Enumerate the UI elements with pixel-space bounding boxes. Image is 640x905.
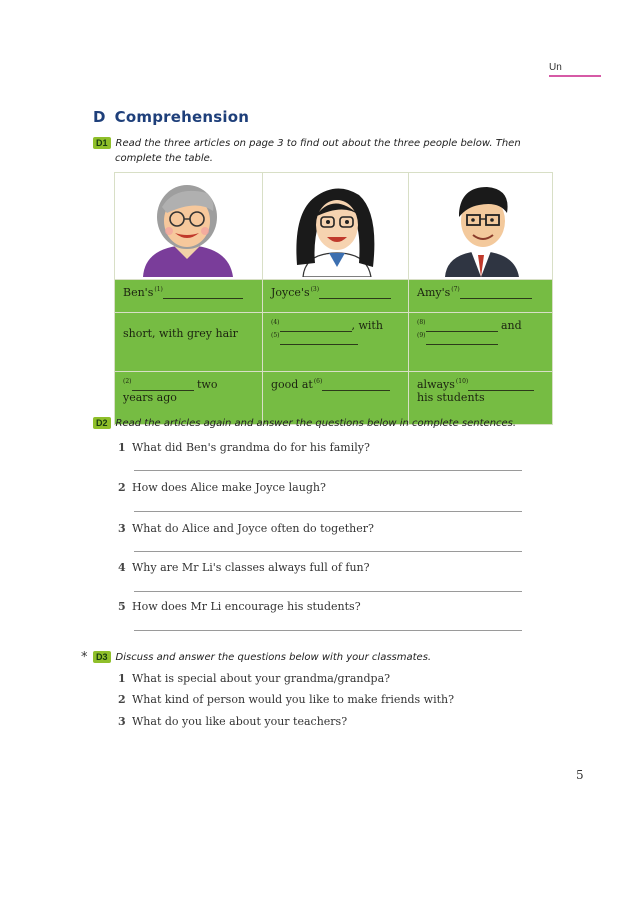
section-title [93,108,249,126]
unit-tab-bar [549,75,601,77]
question-number: 2 [118,693,126,706]
comprehension-table [114,172,553,425]
and-label: and [501,319,522,332]
question-text: What do Alice and Joyce often do together? [132,522,374,535]
good-at-label: good at [271,378,313,391]
years-ago-label: years ago [123,391,177,404]
joyce-illustration [263,173,409,280]
question-text: What is special about your grandma/grandpa? [132,672,391,685]
blank-number: (6) [313,378,323,386]
page-number: 5 [576,768,584,782]
d2-question-5 [118,600,361,613]
question-text: What kind of person would you like to make friends with? [132,693,454,706]
d2-question-3 [118,522,374,535]
fill-blank-8[interactable] [426,331,498,332]
fill-blank-6[interactable] [322,390,390,391]
blank-number: (5) [271,332,280,339]
joyce-friend-cell [263,280,409,313]
fill-blank-9[interactable] [426,344,498,345]
appearance-joyce-cell [263,313,409,372]
question-number: 3 [118,522,126,535]
question-number: 1 [118,672,126,685]
d3-question-3 [118,715,347,728]
d3-question-2 [118,693,454,706]
unit-tab-label: Un [549,62,562,73]
fill-blank-3[interactable] [319,298,391,299]
amy-teacher-cell [409,280,553,313]
question-number: 1 [118,441,126,454]
d3-instruction-text: Discuss and answer the questions below with your classmates. [115,652,432,663]
appearance-ben-cell [115,313,263,372]
d2-badge: D2 [93,417,111,429]
unit-tab [549,62,601,77]
his-students-label: his students [417,391,485,404]
fill-blank-4[interactable] [280,331,352,332]
question-number: 5 [118,600,126,613]
blank-number: (4) [271,319,280,326]
question-text: How does Mr Li encourage his students? [132,600,361,613]
question-text: What do you like about your teachers? [132,715,348,728]
question-number: 2 [118,481,126,494]
answer-line-5[interactable] [134,630,522,631]
d2-question-2 [118,481,326,494]
grandma-appearance: short, with grey hair [123,327,238,340]
d1-instruction-line1: Read the three articles on page 3 to find out about the three people below. Then [115,138,521,149]
appearance-amy-cell [409,313,553,372]
mr-li-illustration [409,173,553,280]
answer-line-1[interactable] [134,470,522,471]
amy-label: Amy's [417,286,451,299]
fill-blank-7[interactable] [460,298,532,299]
question-text: What did Ben's grandma do for his family? [132,441,370,454]
d3-question-1 [118,672,390,685]
blank-number: (1) [154,286,163,294]
question-number: 3 [118,715,126,728]
answer-line-2[interactable] [134,511,522,512]
answer-line-3[interactable] [134,551,522,552]
d2-question-1 [118,441,370,454]
d1-instruction-line2: complete the table. [115,153,213,164]
fill-blank-5[interactable] [280,344,358,345]
section-letter: D [93,108,106,126]
always-label: always [417,378,455,391]
ben-grandma-cell [115,280,263,313]
blank-number: (8) [417,319,426,326]
blank-number: (10) [455,378,469,386]
question-number: 4 [118,561,126,574]
d1-badge: D1 [93,137,111,149]
d3-instruction [93,650,431,665]
optional-star-icon: * [81,650,88,665]
d2-question-4 [118,561,370,574]
section-title-text: Comprehension [114,108,250,126]
blank-number: (9) [417,332,426,339]
blank-number: (2) [123,378,132,385]
blank-number: (3) [310,286,320,294]
blank-number: (7) [451,286,460,294]
ben-label: Ben's [123,286,154,299]
question-text: Why are Mr Li's classes always full of fun? [132,561,370,574]
d2-instruction-text: Read the articles again and answer the questions below in complete sentences. [115,418,517,429]
grandma-illustration [115,173,263,280]
joyce-label: Joyce's [271,286,310,299]
two-label: two [197,378,218,391]
fill-blank-1[interactable] [163,298,243,299]
d2-instruction [93,416,516,431]
answer-line-4[interactable] [134,591,522,592]
with-label: , with [351,319,383,332]
d3-badge: D3 [93,651,111,663]
d1-instruction [93,136,521,166]
question-text: How does Alice make Joyce laugh? [132,481,326,494]
